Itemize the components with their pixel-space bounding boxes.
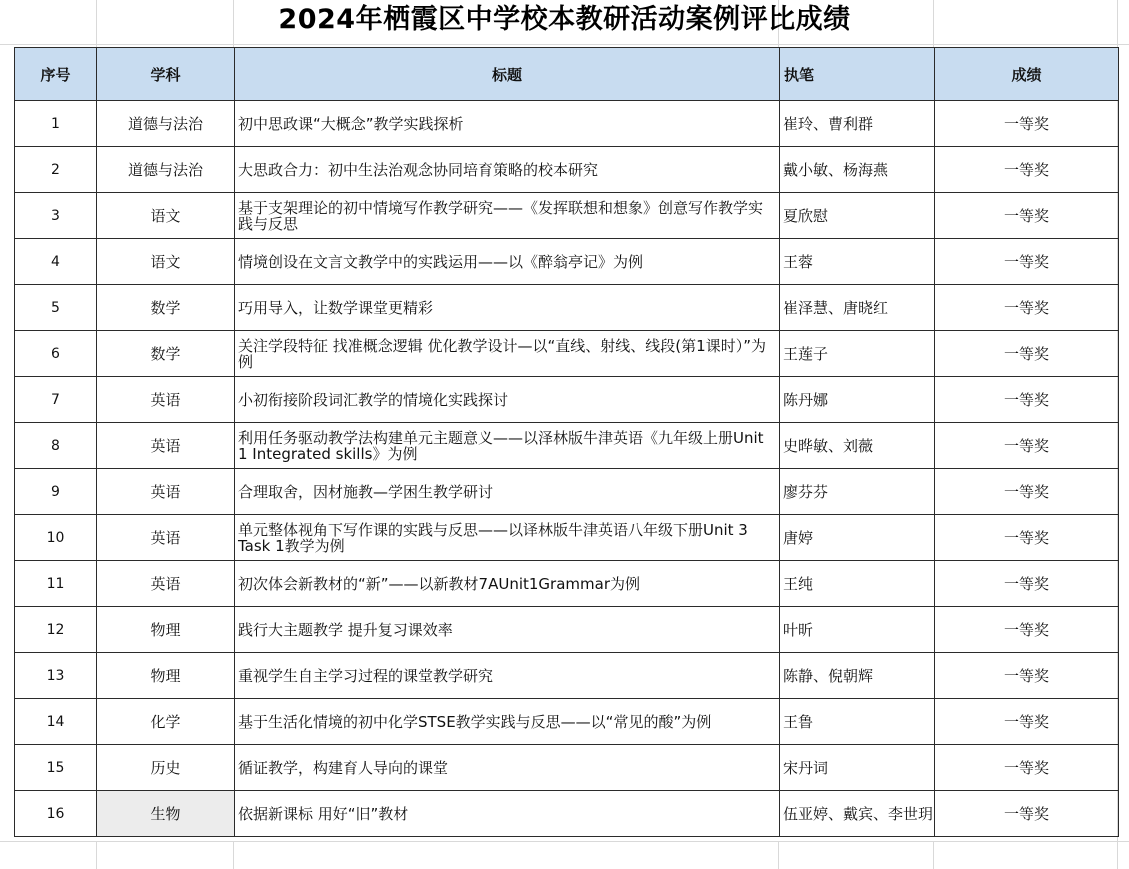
- cell-no: 8: [15, 423, 97, 469]
- cell-grade: 一等奖: [935, 699, 1119, 745]
- cell-no: 7: [15, 377, 97, 423]
- cell-grade: 一等奖: [935, 331, 1119, 377]
- cell-subject: 语文: [97, 239, 235, 285]
- cell-no: 11: [15, 561, 97, 607]
- cell-no: 14: [15, 699, 97, 745]
- cell-author: 戴小敏、杨海燕: [780, 147, 935, 193]
- cell-subject: 道德与法治: [97, 101, 235, 147]
- cell-no: 12: [15, 607, 97, 653]
- cell-no: 15: [15, 745, 97, 791]
- cell-author: 王纯: [780, 561, 935, 607]
- cell-title: 践行大主题教学 提升复习课效率: [235, 607, 780, 653]
- cell-author: 夏欣慰: [780, 193, 935, 239]
- table-row: [15, 147, 1119, 193]
- cell-no: 10: [15, 515, 97, 561]
- cell-title: 初中思政课“大概念”教学实践探析: [235, 101, 780, 147]
- cell-grade: 一等奖: [935, 515, 1119, 561]
- table-row: [15, 331, 1119, 377]
- table-row: [15, 285, 1119, 331]
- cell-grade: 一等奖: [935, 101, 1119, 147]
- cell-title: 基于支架理论的初中情境写作教学研究——《发挥联想和想象》创意写作教学实践与反思: [235, 193, 780, 239]
- cell-grade: 一等奖: [935, 285, 1119, 331]
- cell-no: 1: [15, 101, 97, 147]
- cell-grade: 一等奖: [935, 239, 1119, 285]
- cell-title: 利用任务驱动教学法构建单元主题意义——以泽林版牛津英语《九年级上册Unit 1 Integrated skills》为例: [235, 423, 780, 469]
- cell-subject: 化学: [97, 699, 235, 745]
- cell-author: 伍亚婷、戴宾、李世玥: [780, 791, 935, 837]
- page-title: 2024年栖霞区中学校本教研活动案例评比成绩: [278, 4, 851, 35]
- cell-author: 崔玲、曹利群: [780, 101, 935, 147]
- table-row: [15, 101, 1119, 147]
- cell-subject: 英语: [97, 423, 235, 469]
- table-header-row: [15, 48, 1119, 101]
- cell-title: 依据新课标 用好“旧”教材: [235, 791, 780, 837]
- cell-subject: 数学: [97, 331, 235, 377]
- cell-title: 基于生活化情境的初中化学STSE教学实践与反思——以“常见的酸”为例: [235, 699, 780, 745]
- cell-subject: 道德与法治: [97, 147, 235, 193]
- cell-grade: 一等奖: [935, 147, 1119, 193]
- table-row: [15, 607, 1119, 653]
- cell-grade: 一等奖: [935, 607, 1119, 653]
- cell-subject: 英语: [97, 469, 235, 515]
- header-grade: 成绩: [935, 48, 1119, 101]
- cell-grade: 一等奖: [935, 423, 1119, 469]
- table-row: [15, 193, 1119, 239]
- cell-subject: 英语: [97, 561, 235, 607]
- header-title: 标题: [235, 48, 780, 101]
- cell-subject: 数学: [97, 285, 235, 331]
- cell-title: 单元整体视角下写作课的实践与反思——以译林版牛津英语八年级下册Unit 3 Task 1教学为例: [235, 515, 780, 561]
- cell-subject: 历史: [97, 745, 235, 791]
- cell-no: 16: [15, 791, 97, 837]
- cell-grade: 一等奖: [935, 653, 1119, 699]
- cell-title: 小初衔接阶段词汇教学的情境化实践探讨: [235, 377, 780, 423]
- table-row: [15, 561, 1119, 607]
- cell-subject-selected[interactable]: 生物: [97, 791, 235, 837]
- cell-no: 9: [15, 469, 97, 515]
- cell-subject: 英语: [97, 515, 235, 561]
- header-no: 序号: [15, 48, 97, 101]
- table-row: [15, 653, 1119, 699]
- cell-title: 循证教学，构建育人导向的课堂: [235, 745, 780, 791]
- cell-grade: 一等奖: [935, 469, 1119, 515]
- cell-no: 4: [15, 239, 97, 285]
- cell-no: 3: [15, 193, 97, 239]
- scores-table: [14, 47, 1119, 837]
- table-row: [15, 377, 1119, 423]
- cell-author: 陈丹娜: [780, 377, 935, 423]
- table-row: [15, 469, 1119, 515]
- cell-title: 情境创设在文言文教学中的实践运用——以《醉翁亭记》为例: [235, 239, 780, 285]
- cell-title: 大思政合力：初中生法治观念协同培育策略的校本研究: [235, 147, 780, 193]
- cell-title: 合理取舍，因材施教—学困生教学研讨: [235, 469, 780, 515]
- table-row: [15, 699, 1119, 745]
- cell-title: 重视学生自主学习过程的课堂教学研究: [235, 653, 780, 699]
- cell-grade: 一等奖: [935, 791, 1119, 837]
- cell-author: 廖芬芬: [780, 469, 935, 515]
- table-row: [15, 745, 1119, 791]
- cell-grade: 一等奖: [935, 745, 1119, 791]
- cell-no: 13: [15, 653, 97, 699]
- header-subject: 学科: [97, 48, 235, 101]
- cell-subject: 物理: [97, 607, 235, 653]
- cell-author: 崔泽慧、唐晓红: [780, 285, 935, 331]
- cell-author: 陈静、倪朝辉: [780, 653, 935, 699]
- table-row: [15, 515, 1119, 561]
- table-row: [15, 239, 1119, 285]
- cell-grade: 一等奖: [935, 561, 1119, 607]
- cell-title: 巧用导入，让数学课堂更精彩: [235, 285, 780, 331]
- cell-title: 关注学段特征 找准概念逻辑 优化教学设计—以“直线、射线、线段(第1课时）”为例: [235, 331, 780, 377]
- cell-author: 王莲子: [780, 331, 935, 377]
- cell-subject: 物理: [97, 653, 235, 699]
- cell-title: 初次体会新教材的“新”——以新教材7AUnit1Grammar为例: [235, 561, 780, 607]
- cell-grade: 一等奖: [935, 377, 1119, 423]
- cell-author: 叶昕: [780, 607, 935, 653]
- cell-no: 6: [15, 331, 97, 377]
- cell-no: 5: [15, 285, 97, 331]
- cell-subject: 英语: [97, 377, 235, 423]
- table-row: [15, 423, 1119, 469]
- cell-author: 宋丹词: [780, 745, 935, 791]
- cell-author: 唐婷: [780, 515, 935, 561]
- header-author: 执笔: [780, 48, 935, 101]
- table-row: [15, 791, 1119, 837]
- cell-author: 史晔敏、刘薇: [780, 423, 935, 469]
- cell-author: 王鲁: [780, 699, 935, 745]
- cell-author: 王蓉: [780, 239, 935, 285]
- cell-subject: 语文: [97, 193, 235, 239]
- cell-grade: 一等奖: [935, 193, 1119, 239]
- cell-no: 2: [15, 147, 97, 193]
